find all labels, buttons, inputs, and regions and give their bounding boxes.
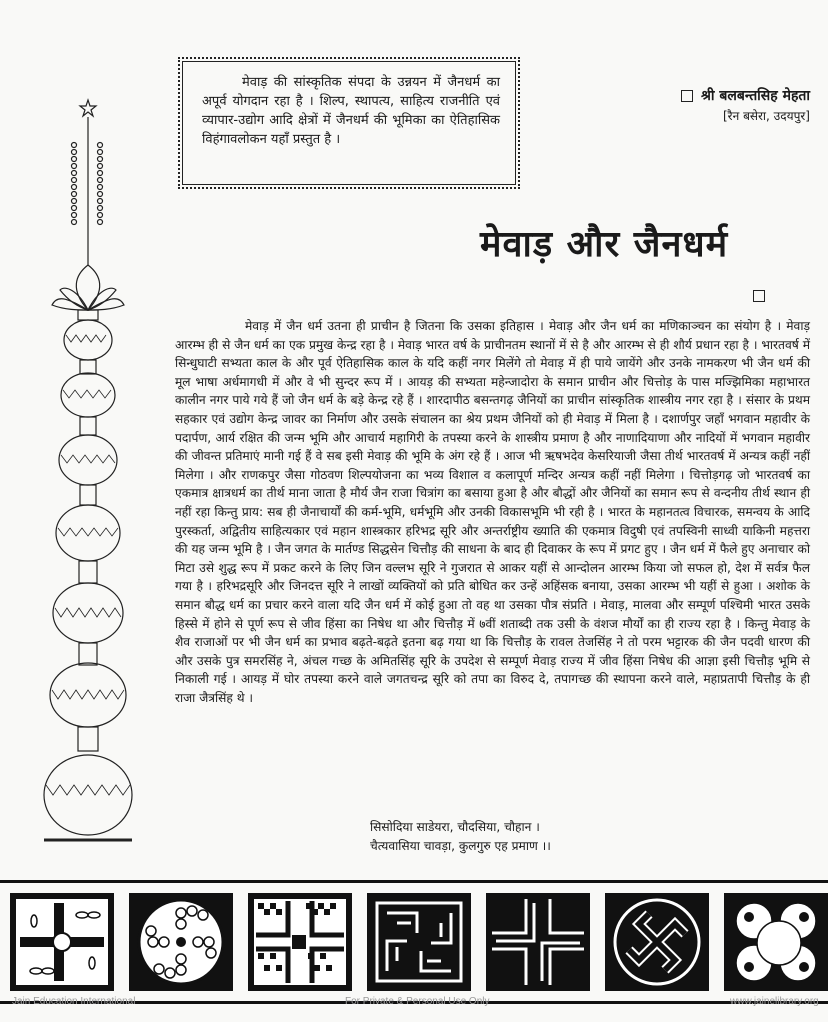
maze-swastika-icon bbox=[367, 893, 471, 991]
verse-line-1: सिसोदिया साडेयरा, चौदसिया, चौहान । bbox=[370, 820, 540, 834]
intro-text: मेवाड़ की सांस्कृतिक संपदा के उन्नयन में जैनधर्म का अपूर्व योगदान रहा है । शिल्प, स्थापत्य, साहित्य राजनीति एवं व्यापार-उद्योग आदि क्षेत्रों में जैनधर्म की भूमिका का ऐतिहासिक विहंगावलोकन यहाँ प्रस्तुत है । bbox=[202, 75, 500, 147]
circle-swastika-icon bbox=[605, 893, 709, 991]
author-name: श्री बलबन्तसिह मेहता bbox=[701, 88, 810, 104]
author-place: [रैन बसेरा, उदयपुर] bbox=[723, 109, 810, 123]
outlined-swastika-icon bbox=[486, 893, 590, 991]
verse bbox=[370, 818, 551, 856]
footer-center: For Private & Personal Use Only bbox=[345, 996, 490, 1007]
article-title: मेवाड़ और जैनधर्म bbox=[480, 224, 729, 265]
article-body: मेवाड़ में जैन धर्म उतना ही प्राचीन है जितना कि उसका इतिहास । मेवाड़ और जैन धर्म का मणिकाञ्चन का संयोग है । मेवाड़ आरम्भ ही से जैन धर्म का एक प्रमुख केन्द्र रहा है । मेवाड़ भारत वर्ष के प्राचीनतम स्थानों में से है और आरम्भ से ही शौर्य प्रधान रहा है । भारतवर्ष में सिन्धुघाटी सभ्यता काल के और पूर्व ऐतिहासिक काल के यदि कहीं नगर मिलेंगे तो मेवाड़ में ही पाये जायेंगे और उनके नामकरण भी जैन धर्म की मूल भाषा अर्धमागधी में और वे भी सुन्दर रूप में । आयड़ की सभ्यता महेन्जादोरा के समान प्राचीन और चित्तोड़ के पास मज्झिमिका महाभारत कालीन नगर पाये गये हैं जो जैन धर्म के बड़े केन्द्र रहे हैं । शारदापीठ बसन्तगढ़ जैनियों का प्राचीन सांस्कृतिक शास्त्रीय नगर रहा है । संसार के प्रथम सहकार एवं उद्योग केन्द्र जावर का निर्माण और उसके संचालन का श्रेय प्रथम जैनियों को ही मेवाड़ में मिला है । दशार्णपुर जहाँ भगवान महावीर के पदार्पण, आर्य रक्षित की जन्म भूमि और आचार्य महागिरी के तपस्या करने के शास्त्रीय प्रमाण है और नाणादियाणा और नादियों में भगवान महावीर की जीवन्त प्रतिमाएं मानी गई हैं वे सब इसी मेवाड़ की भूमि के अंग रहे हैं । आज भी ऋषभदेव केसरियाजी जैसा तीर्थ भारतवर्ष में अन्यत्र कहीं नहीं मिलेगा । और राणकपुर जैसा गोठवण शिल्पयोजना का भव्य विशाल व कलापूर्ण मन्दिर अन्यत्र कहीं नहीं मिलेगा । चित्तोड़गढ़ जो भारतवर्ष का एकमात्र क्षात्रधर्म का तीर्थ माना जाता है मौर्य जैन राजा चित्रांग का बसाया हुआ है और बौद्धों और जैनियों का समान रूप से वन्दनीय तीर्थ स्थान ही नहीं रहा किन्तु प्राय: सब ही जैनाचार्यों की कर्म-भूमि, धर्मभूमि और उनकी विकासभूमि भी रही है । भारत के महानतत्व विचारक, समन्वय के आदि पुरस्कर्ता, अद्वितीय साहित्यकार एवं महान शास्त्रकार हरिभद्र सूरि और अन्तर्राष्ट्रीय ख्याति की एकमात्र विदुषी एवं तपस्विनी साध्वी याकिनी महत्तरा की यह जन्म भूमि है । जैन जगत के मार्तण्ड सिद्धसेन चित्तौड़ की साधना के बाद ही दिवाकर के रूप में प्रगट हुए । जैन धर्म में फैले हुए अनाचार को मिटा उसे शुद्ध रूप में प्रकट करने के लिए जिन वल्लभ सूरि ने गुजरात से आकर यहीं से आन्दोलन आरम्भ किया जो सफल हो, देश में सर्वत्र फैल गया है । हरिभद्रसूरि और जिनदत्त सूरि ने लाखों व्यक्तियों को प्रति बोधित कर उन्हें अहिंसक बनाया, उसका आरम्भ भी यहीं से हुआ । अशोक के समान बौद्ध धर्म का प्रचार करने वाला यदि जैन धर्म में कोई हुआ तो वह था उसका पौत्र संप्रति । मेवाड़, मालवा और सम्पूर्ण पश्चिमी भारत उसके हिस्से में होने से पूर्ण रूप से जीव हिंसा का निषेध था और चित्तौड़ में ७वीं शताब्दी तक उसी के वंशज मौर्यों का ही राज्य रहा है । किन्तु मेवाड़ के शैव राजाओं पर भी जैन धर्म का प्रभाव बढ़ते-बढ़ते इतना बढ़ गया था कि चित्तौड़ के रावल तेजसिंह ने तो परम भट्टारक की जैन पदवी धारण की और उसके पुत्र समरसिंह ने, अंचल गच्छ के अमितसिंह सूरि के उपदेश से सम्पूर्ण मेवाड़ राज्य में जीव हिंसा निषेध की आज्ञा इसी चित्तौड़ भूमि से निकाली गई । आयड़ में घोर तपस्या करने वाले जगतचन्द्र सूरि को तपा का विरुद दे, तपागच्छ की स्थापना करने वाले, महाप्रतापी चित्तौड़ के ही राजा जैत्रसिंह थे । bbox=[175, 319, 810, 705]
author-block bbox=[630, 86, 810, 124]
footer-right[interactable]: www.jainelibrary.org bbox=[730, 996, 819, 1007]
author-name-row bbox=[630, 86, 810, 105]
kalash-pillar-icon bbox=[30, 95, 150, 865]
square-bullet-icon bbox=[753, 290, 765, 302]
intro-box bbox=[178, 57, 520, 189]
floral-swastika-icon bbox=[10, 893, 114, 991]
checkered-swastika-icon bbox=[248, 893, 352, 991]
verse-line-2: चैत्यवासिया चावड़ा, कुलगुरु एह प्रमाण ।। bbox=[370, 839, 551, 853]
square-bullet-icon bbox=[681, 90, 693, 102]
dotted-swastika-icon bbox=[129, 893, 233, 991]
swastika-tiles-row bbox=[10, 893, 828, 991]
footer-left: Jain Education International bbox=[12, 996, 136, 1007]
lotus-medallion-icon bbox=[724, 893, 828, 991]
